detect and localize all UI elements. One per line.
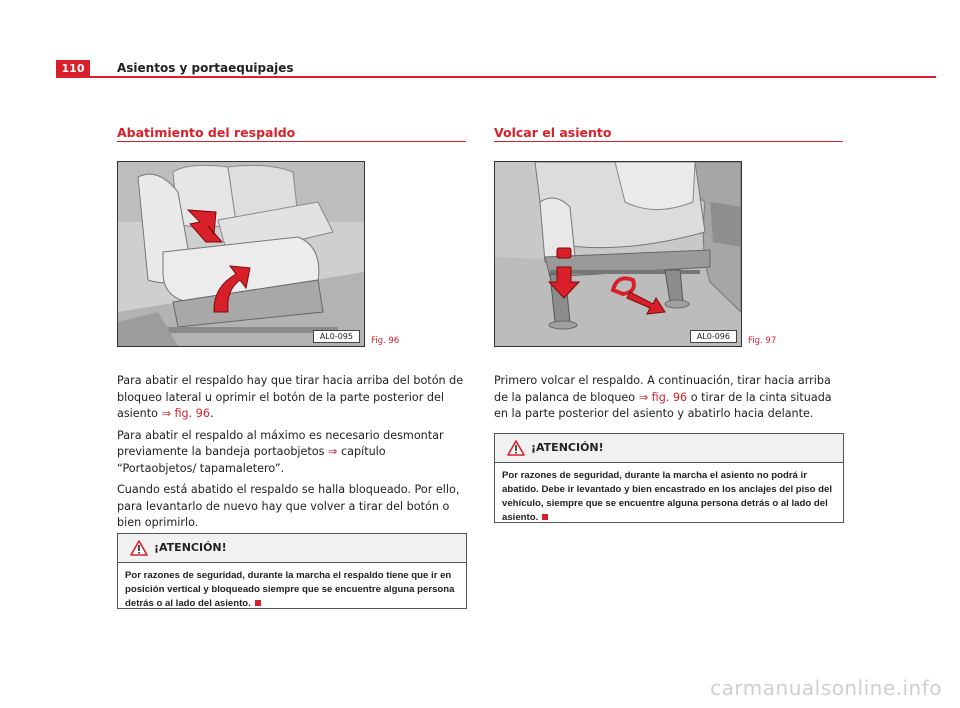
- warning-text-content: Por razones de seguridad, durante la marcha el respaldo tiene que ir en posición vertical y bloqueado siempre que se encuentre alguna persona detrás o al lado del asiento.: [125, 570, 455, 609]
- p1-end-text: o tirar de la cinta situada en la parte posterior del asiento y abatirlo hacia delante.: [494, 390, 832, 420]
- seat-illustration-left: [118, 162, 364, 346]
- end-marker-icon: [255, 600, 261, 606]
- figure-code-right: AL0-096: [690, 330, 737, 343]
- paragraph-right-1: [494, 373, 846, 423]
- arrow-ref: ⇒: [328, 445, 338, 458]
- p1-text: Para abatir el respaldo hay que tirar hacia arriba del botón de bloqueo lateral u oprimir el botón de la parte posterior del asiento: [117, 374, 464, 420]
- arrow-ref: ⇒: [161, 407, 171, 420]
- figure-label-left: Fig. 96: [371, 336, 400, 346]
- warning-triangle-icon: [130, 540, 148, 556]
- figure-seat-backrest: [117, 161, 365, 347]
- warning-text-content: Por razones de seguridad, durante la marcha el asiento no podrá ir abatido. Debe ir levantado y bien encastrado en los anclajes del piso del vehículo, siempre que se encuentre alguna persona detrás o al lado del asiento.: [502, 470, 833, 523]
- body-text-right: [494, 373, 846, 428]
- p2-text: Para abatir el respaldo al máximo es necesario desmontar previamente la bandeja portaobjetos: [117, 428, 444, 458]
- warning-header: [495, 434, 843, 463]
- watermark: carmanualsonline.info: [710, 676, 942, 700]
- paragraph-3: Cuando está abatido el respaldo se halla bloqueado. Por ello, para levantarlo de nuevo hay que volver a tirar del botón o bien oprimirlo.: [117, 483, 460, 529]
- figure-code-left: AL0-095: [313, 330, 360, 343]
- page-number: 110: [56, 60, 90, 77]
- warning-box-right: [494, 433, 844, 523]
- chapter-reference: capítulo “Portaobjetos/ tapamaletero”.: [117, 445, 386, 475]
- arrow-ref: ⇒: [638, 390, 649, 404]
- body-text-left: [117, 373, 467, 537]
- header-divider: [56, 76, 936, 78]
- section-rule-right: [494, 141, 843, 142]
- chapter-title: Asientos y portaequipajes: [117, 61, 294, 75]
- warning-text: [495, 463, 843, 531]
- section-rule-left: [117, 141, 466, 142]
- end-marker-icon: [542, 514, 548, 520]
- section-title-volcar: Volcar el asiento: [494, 125, 612, 140]
- figure-reference-link[interactable]: fig. 96: [174, 407, 210, 420]
- warning-box-left: [117, 533, 467, 609]
- section-title-abatimiento: Abatimiento del respaldo: [117, 125, 296, 140]
- warning-title: ¡ATENCIÓN!: [154, 541, 227, 554]
- p1-text: Primero volcar el respaldo. A continuación, tirar hacia arriba de la palanca de bloqueo: [494, 374, 831, 404]
- p1-end: .: [210, 407, 214, 420]
- figure-label-right: Fig. 97: [748, 336, 777, 346]
- figure-seat-tilt: [494, 161, 742, 347]
- warning-triangle-icon: [507, 440, 525, 456]
- seat-illustration-right: [495, 162, 741, 346]
- warning-header: [118, 534, 466, 563]
- paragraph-1: [117, 373, 467, 423]
- figure-reference-link[interactable]: fig. 96: [651, 390, 688, 404]
- paragraph-2: [117, 428, 467, 478]
- warning-text: [118, 563, 466, 617]
- warning-title: ¡ATENCIÓN!: [531, 441, 604, 454]
